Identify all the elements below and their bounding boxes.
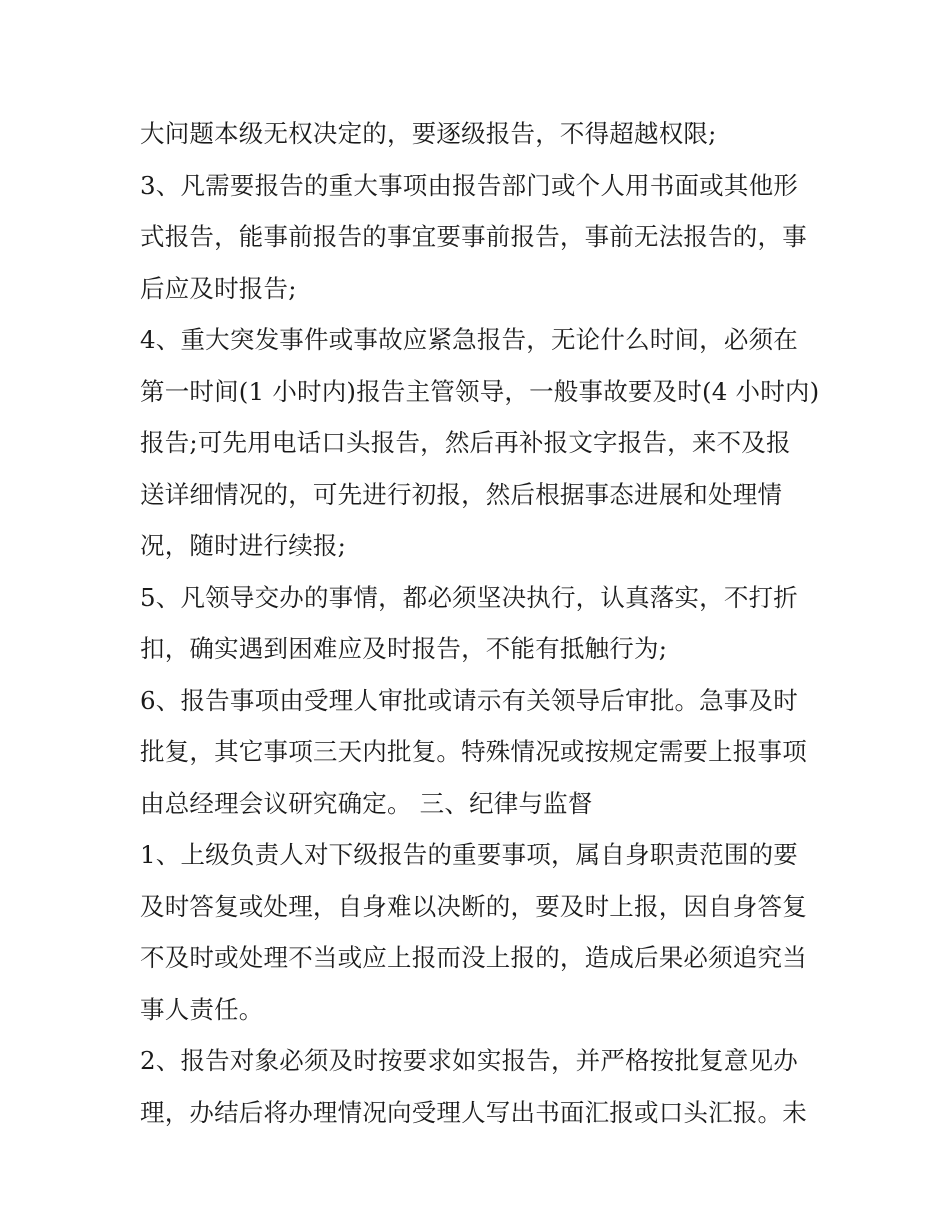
text-line: 6、报告事项由受理人审批或请示有关领导后审批。急事及时 bbox=[140, 685, 798, 715]
text-line: 1、上级负责人对下级报告的重要事项，属自身职责范围的要 bbox=[140, 840, 798, 869]
text-line: 批复，其它事项三天内批复。特殊情况或按规定需要上报事项 bbox=[140, 737, 807, 766]
text-line: 送详细情况的，可先进行初报，然后根据事态进展和处理情 bbox=[140, 479, 783, 509]
text-line: 后应及时报告; bbox=[140, 273, 297, 303]
text-line: 事人责任。 bbox=[140, 994, 264, 1024]
text-line: 大问题本级无权决定的，要逐级报告，不得超越权限; bbox=[140, 119, 717, 148]
document-body bbox=[140, 108, 820, 1138]
text-line: 不及时或处理不当或应上报而没上报的，造成后果必须追究当 bbox=[140, 943, 807, 972]
text-line: 5、凡领导交办的事情，都必须坚决执行，认真落实，不打折 bbox=[140, 582, 798, 612]
text-line: 及时答复或处理，自身难以决断的，要及时上报，因自身答复 bbox=[140, 891, 807, 921]
text-line: 报告;可先用电话口头报告，然后再补报文字报告，来不及报 bbox=[140, 428, 791, 457]
text-line: 由总经理会议研究确定。 三、纪律与监督 bbox=[140, 788, 593, 818]
text-line: 第一时间(1 小时内)报告主管领导，一般事故要及时(4 小时内) bbox=[140, 376, 820, 406]
text-line: 式报告，能事前报告的事宜要事前报告，事前无法报告的，事 bbox=[140, 222, 807, 251]
text-line: 扣，确实遇到困难应及时报告，不能有抵触行为; bbox=[140, 634, 668, 663]
text-line: 况，随时进行续报; bbox=[140, 531, 347, 560]
text-line: 3、凡需要报告的重大事项由报告部门或个人用书面或其他形 bbox=[140, 170, 798, 200]
text-line: 理，办结后将办理情况向受理人写出书面汇报或口头汇报。未 bbox=[140, 1097, 807, 1127]
text-line: 4、重大突发事件或事故应紧急报告，无论什么时间，必须在 bbox=[140, 325, 798, 354]
text-line: 2、报告对象必须及时按要求如实报告，并严格按批复意见办 bbox=[140, 1046, 798, 1075]
